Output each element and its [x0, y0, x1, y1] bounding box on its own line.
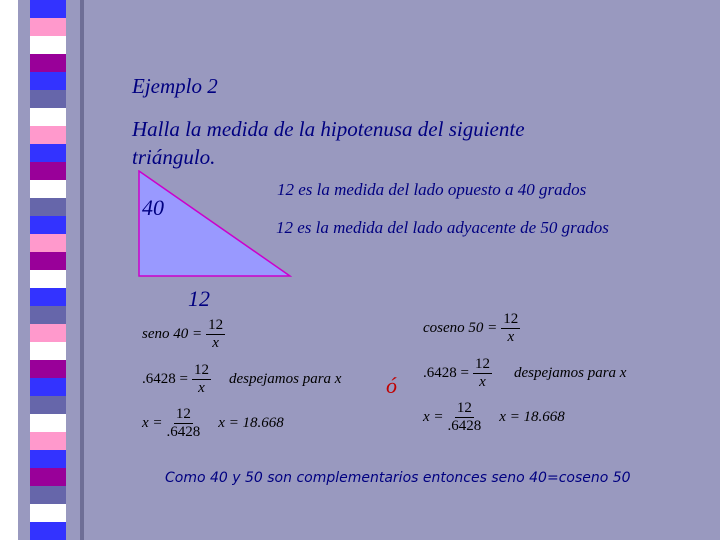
left-eq2-lhs: .6428 =	[142, 371, 188, 387]
right-eq2-lhs: .6428 =	[423, 365, 469, 381]
stripe-block	[30, 324, 66, 342]
stripe-block	[30, 342, 66, 360]
right-triangle	[138, 170, 292, 278]
stripe-block	[30, 450, 66, 468]
stripe-pattern	[0, 0, 84, 540]
stripe-block	[30, 288, 66, 306]
left-eq2-den: x	[198, 380, 205, 396]
stripe-block	[30, 18, 66, 36]
stripe-block	[30, 216, 66, 234]
stripe-block	[30, 432, 66, 450]
prompt-line-1: Halla la medida de la hipotenusa del siguiente	[132, 117, 525, 141]
stripe-divider	[80, 0, 84, 540]
right-eq2-den: x	[479, 374, 486, 390]
conclusion-text: Como 40 y 50 son complementarios entonces seno 40=coseno 50	[165, 470, 631, 486]
left-eq2-num: 12	[193, 362, 209, 378]
left-eq3	[142, 406, 284, 441]
stripe-block	[30, 360, 66, 378]
stripe-block	[30, 396, 66, 414]
stripe-block	[30, 378, 66, 396]
left-eq3-num: 12	[175, 406, 191, 422]
stripe-block	[30, 468, 66, 486]
right-eq3-lhs: x =	[423, 409, 444, 425]
prompt-line-2: triángulo.	[132, 145, 216, 169]
stripe-block	[30, 180, 66, 198]
left-eq1-num: 12	[208, 317, 224, 333]
left-eq3-den: .6428	[166, 424, 201, 440]
decorative-stripe-band	[0, 0, 84, 540]
right-eq3-result: x = 18.668	[499, 409, 565, 425]
right-eq2-note: despejamos para x	[513, 365, 627, 381]
stripe-block	[30, 306, 66, 324]
stripe-block	[30, 72, 66, 90]
left-eq1-den: x	[212, 335, 219, 351]
triangle-shape	[139, 171, 290, 276]
right-eq3-num: 12	[456, 400, 472, 416]
stripe-block	[30, 144, 66, 162]
side-label: 12	[188, 286, 210, 311]
or-symbol: ó	[386, 373, 397, 398]
right-eq1	[423, 311, 520, 346]
stripe-block	[30, 126, 66, 144]
right-eq3-den: .6428	[447, 418, 482, 434]
note-adjacent: 12 es la medida del lado adyacente de 50 grados	[276, 218, 609, 237]
stripe-block	[30, 108, 66, 126]
stripe-block	[30, 252, 66, 270]
stripe-block	[30, 486, 66, 504]
left-eq2	[142, 362, 341, 397]
note-opposite: 12 es la medida del lado opuesto a 40 grados	[277, 180, 587, 199]
right-eq2-num: 12	[474, 356, 490, 372]
stripe-block	[30, 234, 66, 252]
stripe-block	[30, 36, 66, 54]
right-eq1-lhs: coseno 50 =	[423, 320, 498, 336]
right-eq1-num: 12	[503, 311, 519, 327]
stripe-block	[30, 414, 66, 432]
left-eq1-fraction	[206, 317, 225, 352]
left-eq3-fraction	[167, 406, 201, 441]
left-eq3-lhs: x =	[142, 415, 163, 431]
angle-label: 40	[142, 195, 164, 220]
stripe-block	[30, 90, 66, 108]
right-eq3-fraction	[448, 400, 482, 435]
right-eq1-fraction	[501, 311, 520, 346]
slide-title: Ejemplo 2	[132, 74, 218, 98]
stripe-block	[30, 270, 66, 288]
left-eq1-lhs: seno 40 =	[142, 326, 203, 342]
right-eq3	[423, 400, 565, 435]
right-eq2-fraction	[473, 356, 492, 391]
stripe-block	[30, 162, 66, 180]
right-eq1-den: x	[507, 329, 515, 345]
right-eq2	[423, 356, 626, 391]
stripe-block	[30, 54, 66, 72]
stripe-block	[30, 504, 66, 522]
left-eq2-fraction	[192, 362, 211, 397]
stripe-block	[30, 198, 66, 216]
stripe-block	[30, 0, 66, 18]
left-eq2-note: despejamos para x	[228, 371, 342, 387]
stripe-block	[30, 522, 66, 540]
left-eq1	[142, 317, 225, 352]
left-eq3-result: x = 18.668	[218, 415, 284, 431]
